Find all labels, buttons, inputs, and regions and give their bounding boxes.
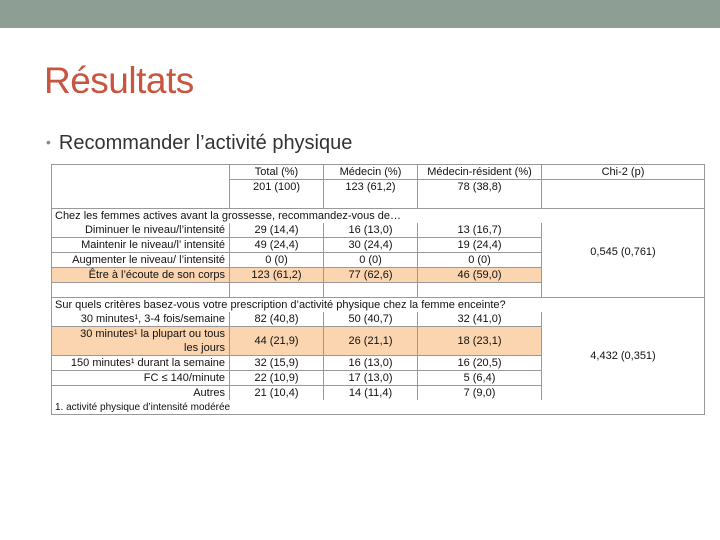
totals-medecin: 123 (61,2) xyxy=(324,180,418,195)
row-resident: 19 (24,4) xyxy=(418,238,542,253)
section1-title: Chez les femmes actives avant la grossesse, recommandez-vous de… xyxy=(52,209,542,224)
spacer-row xyxy=(52,194,705,209)
row-medecin: 16 (13,0) xyxy=(324,223,418,238)
row-medecin: 77 (62,6) xyxy=(324,268,418,283)
section2-title: Sur quels critères basez-vous votre prescription d’activité physique chez la femme enceinte? xyxy=(52,298,542,313)
table-totals-row xyxy=(52,180,705,195)
totals-resident: 78 (38,8) xyxy=(418,180,542,195)
row-total: 21 (10,4) xyxy=(230,386,324,401)
section2-title-row xyxy=(52,298,705,313)
row-total: 0 (0) xyxy=(230,253,324,268)
header-medecin: Médecin (%) xyxy=(324,165,418,180)
row-label: Maintenir le niveau/l’ intensité xyxy=(52,238,230,253)
bullet-text: Recommander l’activité physique xyxy=(58,132,353,154)
row-resident: 7 (9,0) xyxy=(418,386,542,401)
spacer-row xyxy=(52,283,705,298)
row-medecin: 17 (13,0) xyxy=(324,371,418,386)
row-label: Autres xyxy=(52,386,230,401)
header-cell-empty xyxy=(52,165,230,180)
row-total: 49 (24,4) xyxy=(230,238,324,253)
row-resident: 5 (6,4) xyxy=(418,371,542,386)
row-total: 44 (21,9) xyxy=(230,327,324,356)
row-medecin: 16 (13,0) xyxy=(324,356,418,371)
row-resident: 32 (41,0) xyxy=(418,312,542,327)
footnote: 1. activité physique d’intensité modérée xyxy=(55,401,231,413)
slide-title: Résultats xyxy=(44,60,194,101)
header-chi2: Chi-2 (p) xyxy=(542,165,705,180)
row-medecin: 14 (11,4) xyxy=(324,386,418,401)
row-resident: 18 (23,1) xyxy=(418,327,542,356)
row-resident: 46 (59,0) xyxy=(418,268,542,283)
row-total: 29 (14,4) xyxy=(230,223,324,238)
bullet-dot-icon: • xyxy=(46,134,51,150)
table-header-row xyxy=(52,165,705,180)
results-table xyxy=(51,164,705,415)
totals-total: 201 (100) xyxy=(230,180,324,195)
row-total: 82 (40,8) xyxy=(230,312,324,327)
table-row xyxy=(52,312,705,327)
row-total: 123 (61,2) xyxy=(230,268,324,283)
header-resident: Médecin-résident (%) xyxy=(418,165,542,180)
row-medecin: 50 (40,7) xyxy=(324,312,418,327)
totals-chi2-cell xyxy=(542,180,705,195)
header-total: Total (%) xyxy=(230,165,324,180)
row-label: FC ≤ 140/minute xyxy=(52,371,230,386)
row-medecin: 0 (0) xyxy=(324,253,418,268)
row-resident: 0 (0) xyxy=(418,253,542,268)
bullet-item xyxy=(46,132,352,155)
row-label-line1: 30 minutes¹ la plupart ou tous xyxy=(52,327,230,342)
row-label: 150 minutes¹ durant la semaine xyxy=(52,356,230,371)
row-medecin: 26 (21,1) xyxy=(324,327,418,356)
footnote-row xyxy=(52,400,705,415)
row-label: Augmenter le niveau/ l’intensité xyxy=(52,253,230,268)
section1-chi2: 0,545 (0,761) xyxy=(590,246,656,259)
section1-title-row xyxy=(52,209,705,224)
table-row xyxy=(52,223,705,238)
row-label: 30 minutes¹, 3-4 fois/semaine xyxy=(52,312,230,327)
row-total: 22 (10,9) xyxy=(230,371,324,386)
section2-chi2: 4,432 (0,351) xyxy=(590,349,656,362)
row-total: 32 (15,9) xyxy=(230,356,324,371)
row-label: Être à l’écoute de son corps xyxy=(52,268,230,283)
totals-label-cell xyxy=(52,180,230,195)
row-label: Diminuer le niveau/l’intensité xyxy=(52,223,230,238)
row-medecin: 30 (24,4) xyxy=(324,238,418,253)
row-resident: 13 (16,7) xyxy=(418,223,542,238)
row-resident: 16 (20,5) xyxy=(418,356,542,371)
row-label-line2: les jours xyxy=(52,341,230,356)
slide-top-bar xyxy=(0,0,720,28)
